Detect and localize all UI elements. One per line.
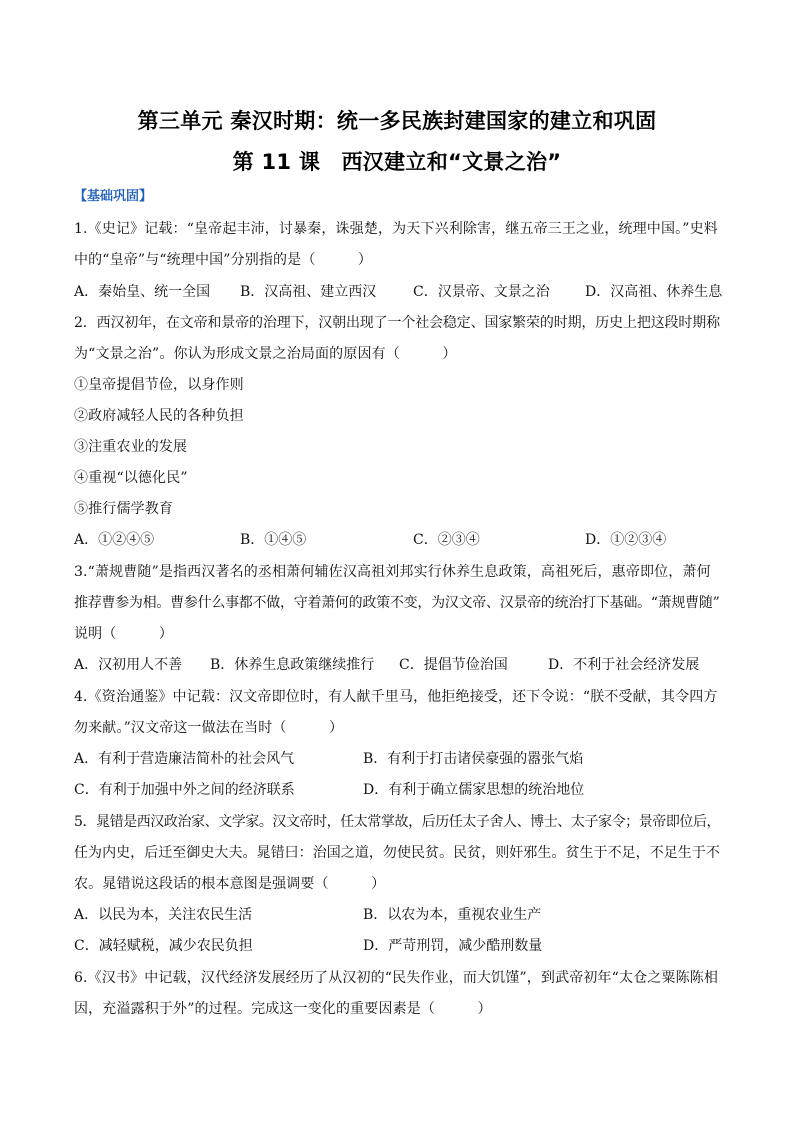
question-2-line: 为“文景之治”。你认为形成文景之治局面的原因有（ ） [74,346,457,362]
question-1-option-b: B．汉高祖、建立西汉 [240,284,377,300]
question-2-option-c: C．②③④ [413,532,480,548]
question-3-line: 说明（ ） [74,626,174,642]
question-1-option-a: A．秦始皇、统一全国 [74,284,211,300]
lesson-title: 第 11 课 西汉建立和“文景之治” [232,150,562,174]
question-1-option-d: D．汉高祖、休养生息 [585,284,723,300]
question-3-option-d: D．不利于社会经济发展 [548,657,700,673]
question-1-line: 中的“皇帝”与“统理中国”分别指的是（ ） [74,252,373,268]
question-3-option-b: B．休养生息政策继续推行 [210,657,375,673]
question-2-statement: ②政府减轻人民的各种负担 [74,408,244,424]
unit-title: 第三单元 秦汉时期：统一多民族封建国家的建立和巩固 [137,109,657,133]
question-3-option-a: A．汉初用人不善 [74,657,183,673]
section-label: 【基础巩固】 [74,189,153,204]
question-4-line: 4.《资治通鉴》中记载：汉文帝即位时，有人献千里马，他拒绝接受，还下令说：“朕不受献，其令四方 [74,689,718,705]
question-2-statement: ①皇帝提倡节俭，以身作则 [74,377,244,393]
question-6-line: 因，充溢露积于外”的过程。完成这一变化的重要因素是（ ） [74,1001,492,1017]
question-4-option-b: B．有利于打击诸侯豪强的嚣张气焰 [363,751,584,767]
question-5-line: 5．晁错是西汉政治家、文学家。汉文帝时，任太常掌故，后历任太子舍人、博士、太子家令；景帝即位后， [74,814,721,830]
question-2-option-a: A．①②④⑤ [74,532,155,548]
question-5-option-a: A．以民为本，关注农民生活 [74,907,253,923]
question-2-statement: ③注重农业的发展 [74,439,188,455]
question-3-line: 3.“萧规曹随”是指西汉著名的丞相萧何辅佐汉高祖刘邦实行休养生息政策，高祖死后，惠帝即位，萧何 [74,564,711,580]
question-2-option-d: D．①②③④ [585,532,667,548]
question-4-option-d: D．有利于确立儒家思想的统治地位 [363,782,585,798]
question-4-line: 勿来献。”汉文帝这一做法在当时（ ） [74,720,344,736]
question-5-line: 农。晁错说这段话的根本意图是强调要（ ） [74,876,386,892]
question-5-option-b: B．以农为本，重视农业生产 [363,907,542,923]
question-5-option-c: C．减轻赋税，减少农民负担 [74,938,253,954]
question-2-option-b: B．①④⑤ [240,532,307,548]
question-3-option-c: C．提倡节俭治国 [399,657,508,673]
question-4-option-c: C．有利于加强中外之间的经济联系 [74,782,295,798]
question-5-option-d: D．严苛刑罚，减少酷刑数量 [363,938,543,954]
question-1-line: 1.《史记》记载：“皇帝起丰沛，讨暴秦，诛强楚，为天下兴利除害，继五帝三王之业，统理中国。”史料 [74,221,718,237]
question-1-option-c: C．汉景帝、文景之治 [413,284,550,300]
question-3-line: 推荐曹参为相。曹参什么事都不做，守着萧何的政策不变，为汉文帝、汉景帝的统治打下基础。“萧规曹随” [74,595,720,611]
question-2-line: 2．西汉初年，在文帝和景帝的治理下，汉朝出现了一个社会稳定、国家繁荣的时期，历史上把这段时期称 [74,315,720,331]
question-6-line: 6.《汉书》中记载，汉代经济发展经历了从汉初的“民失作业，而大饥馑”，到武帝初年“太仓之粟陈陈相 [74,970,719,986]
question-2-statement: ⑤推行儒学教育 [74,501,174,517]
question-4-option-a: A．有利于营造廉洁简朴的社会风气 [74,751,295,767]
question-5-line: 任为内史，后迁至御史大夫。晁错曰：治国之道，勿使民贫。民贫，则奸邪生。贫生于不足，不足生于不 [74,845,720,861]
question-2-statement: ④重视“以德化民” [74,470,188,486]
